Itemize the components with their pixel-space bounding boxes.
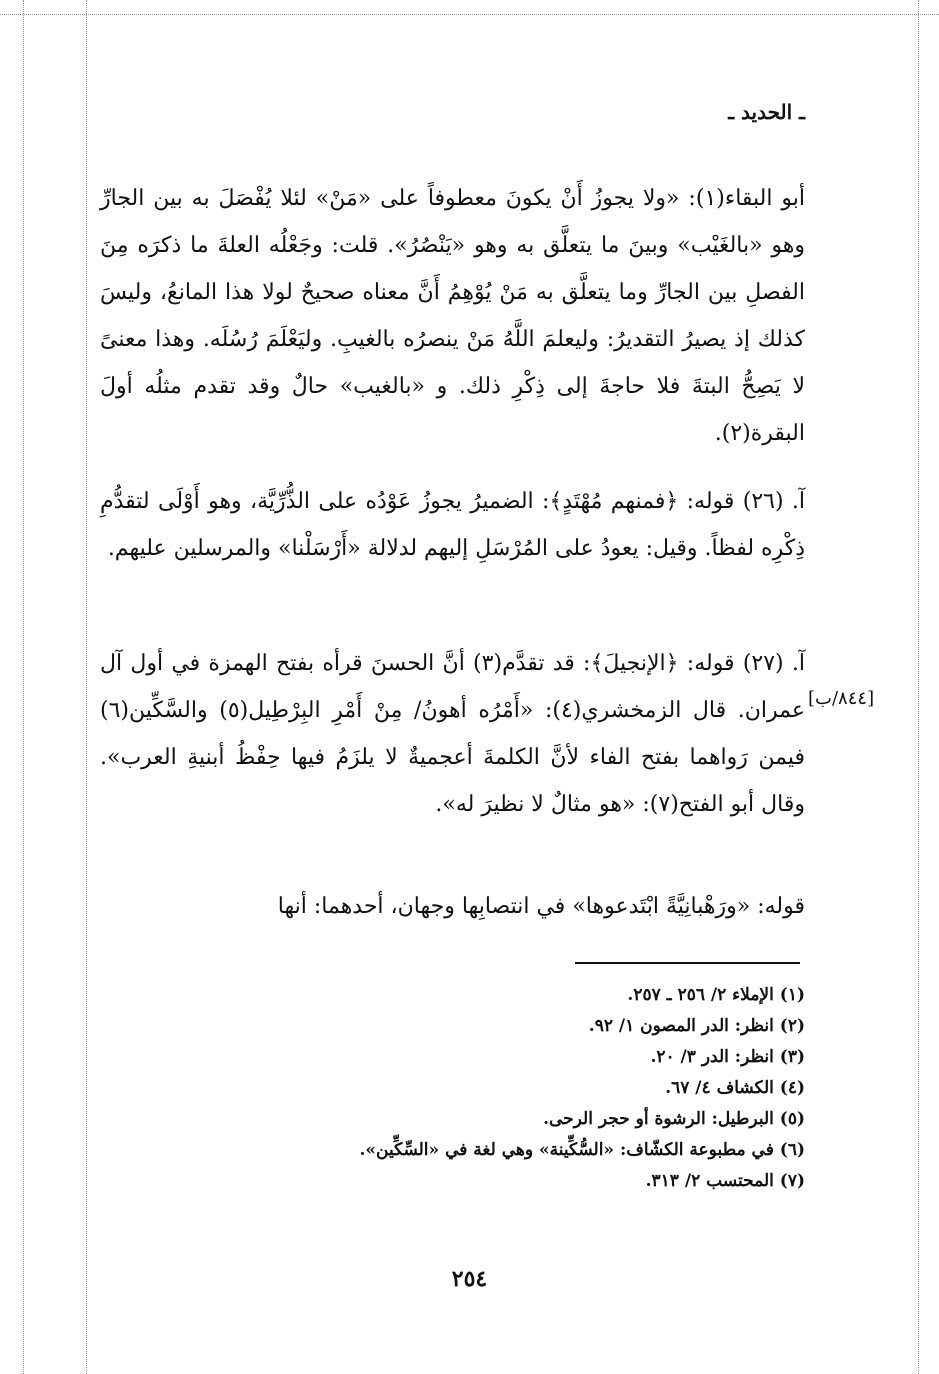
footnotes [100,980,805,1197]
scan-guide-left [86,0,87,1374]
paragraph-text: أبو البقاء(١): «ولا يجوزُ أَنْ يكونَ معطوفاً على «مَنْ» لئلا يُفْصَلَ به بين الجارِّ وهو «بالغَيْب» وبينَ ما يتعلَّق به وهو «يَنْصُرُ». قلت: وجَعْلُه العلةَ ما ذكرَه مِنَ الفصلِ بين الجارِّ وما يتعلَّق به مَنْ يُوْهِمُ أَنَّ معناه صحيحٌ لولا هذا المانعُ، وليسَ كذلك إذ يصيرُ التقديرُ: وليعلمَ اللَّهُ مَنْ ينصرُه بالغيبِ. وليَعْلَمَ رُسُلَه. وهذا معنىً لا يَصِحُّ البتةَ فلا حاجةَ إلى ذِكْرِ ذلك. و «بالغيب» حالٌ وقد تقدم مثلُه أولَ البقرة(٢). [100,186,805,446]
scan-border-top [0,14,939,15]
paragraph-4 [100,883,805,930]
footnote: (٧) المحتسب ٢/ ٣١٣. [645,1171,805,1191]
paragraph-3 [100,640,805,828]
manuscript-folio-ref: [٨٤٤/ب] [808,688,875,709]
running-header: ـ الحديد ـ [728,100,805,124]
footnote: (٤) الكشاف ٤/ ٦٧. [665,1078,805,1098]
paragraph-text: قوله: «ورَهْبانِيَّةً ابْتَدعوها» في انتصابِها وجهان، أحدهما: أنها [277,894,805,919]
paragraph-text: آ. (٢٧) قوله: ﴿الإنجيلَ﴾: قد تقدَّم(٣) أنَّ الحسنَ قرأه بفتح الهمزة في أول آل عمران. قال الزمخشري(٤): «أَمْرُه أهونُ/ مِنْ أَمْرِ البِرْطِيل(٥) والسَّكِّين(٦) فيمن رَواهما بفتح الفاء لأنَّ الكلمةَ أعجميةٌ لا يلزَمُ فيها حِفْظُ أبنيةِ العرب». وقال أبو الفتح(٧): «هو مثالٌ لا نظيرَ له». [100,651,805,817]
scan-border-right [918,0,919,1374]
footnote: (٣) انظر: الدر ٣/ ٢٠. [650,1047,805,1067]
footnote-rule [575,962,800,964]
scan-border-left [23,0,24,1374]
footnote: (٦) في مطبوعة الكشّاف: «السُّكِّينة» وهي لغة في «السِّكِّين». [359,1140,805,1160]
footnote: (١) الإملاء ٢/ ٢٥٦ ـ ٢٥٧. [627,985,805,1005]
footnote: (٥) البرطيل: الرشوة أو حجر الرحى. [543,1109,805,1129]
paragraph-text: آ. (٢٦) قوله: ﴿فمنهم مُهْتَدٍ﴾: الضميرُ يجوزُ عَوْدُه على الذُّرِّيَّة، وهو أَوْلَى لتقدُّمِ ذِكْرِه لفظاً. وقيل: يعودُ على المُرْسَلِ إليهم لدلالة «أَرْسَلْنا» والمرسلين عليهم. [100,489,805,561]
footnote: (٢) انظر: الدر المصون ١/ ٩٢. [588,1016,805,1036]
paragraph-1 [100,175,805,457]
page-number: ٢٥٤ [451,1266,488,1292]
paragraph-2 [100,478,805,572]
